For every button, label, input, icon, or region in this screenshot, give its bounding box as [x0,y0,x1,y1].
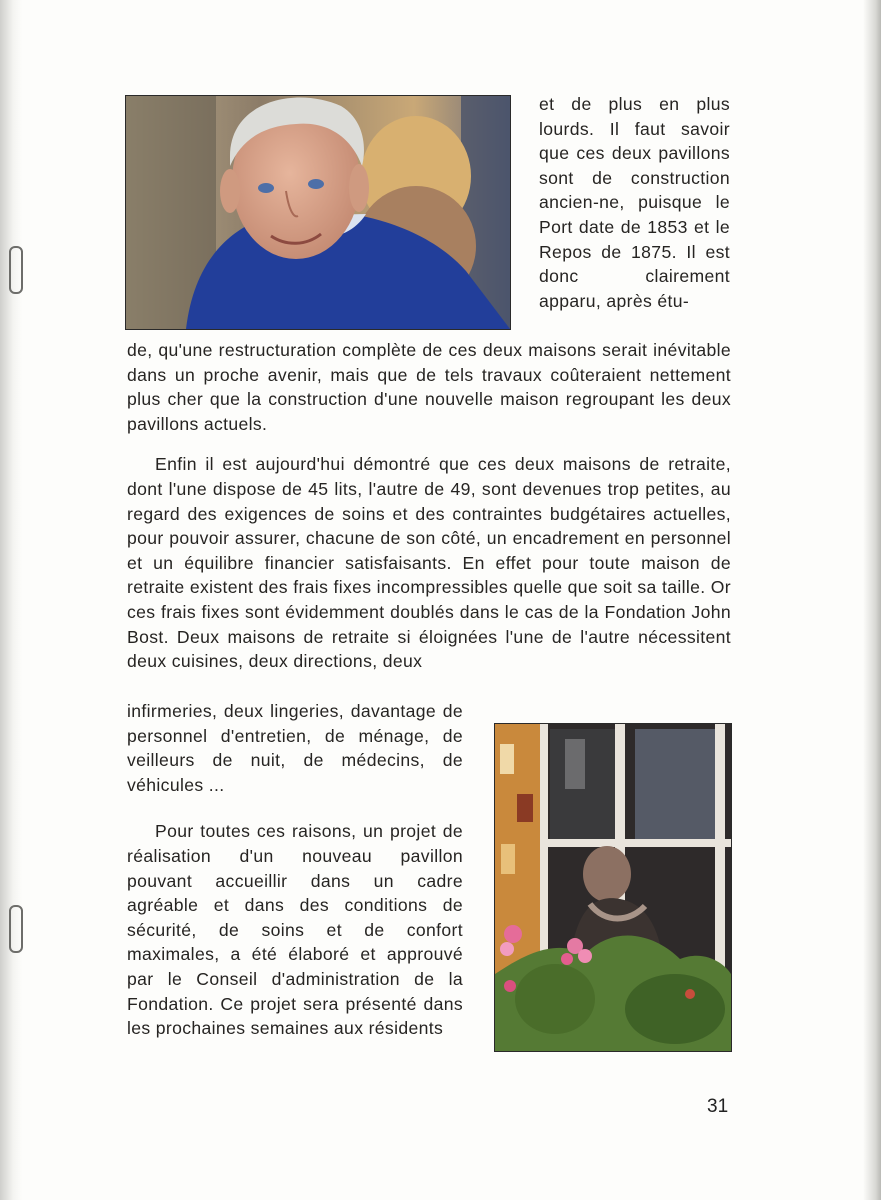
text-column-right-top [539,92,730,313]
paragraph-3: Pour toutes ces raisons, un projet de réalisation d'un nouveau pavillon pouvant accueillir dans un cadre agréable et dans des conditions de sécurité, de soins et de confort maximales, a été élaboré et approuvé par le Conseil d'administration de la Fondation. Ce projet sera présenté dans les prochaines semaines aux résidents [127,821,463,1039]
paragraph-1-start: et de plus en plus lourds. Il faut savoir que ces deux pavillons sont de construction ancien-ne, puisque le Port date de 1853 et le Repos de 1875. Il est donc clairement apparu, après étu- [539,94,730,311]
window-image [495,724,731,1051]
text-full-width [127,338,731,674]
paragraph-2: Enfin il est aujourd'hui démontré que ces deux maisons de retraite, dont l'une dispose de 45 lits, l'autre de 49, sont devenues trop petites, au regard des exigences de soins et des contraintes budgétaires actuelles, pour pouvoir assurer, chacune de son côté, un encadrement en personnel et un équilibre financier satisfaisants. En effet pour toute maison de retraite existent des frais fixes incompressibles quelle que soit sa taille. Or ces frais fixes sont évidemment doublés dans le cas de la Fondation John Bost. Deux maisons de retraite si éloignées l'une de l'autre nécessitent deux cuisines, deux directions, deux [127,454,731,672]
text-column-left-bottom [127,699,463,1041]
elderly-man-image [126,96,510,329]
photo-woman-window [494,723,732,1052]
staple-bottom [9,905,23,953]
paragraph-2-end: infirmeries, deux lingeries, davantage de personnel d'entretien, de ménage, de veilleurs de nuit, de médecins, de véhicules ... [127,701,463,795]
photo-elderly-man [125,95,511,330]
page-edge [863,0,881,1200]
page-number: 31 [707,1096,729,1117]
binding-shadow [0,0,22,1200]
staple-top [9,246,23,294]
paragraph-1-end: de, qu'une restructuration complète de ces deux maisons serait inévitable dans un proche avenir, mais que de tels travaux coûteraient nettement plus cher que la construction d'une nouvelle maison regroupant les deux pavillons actuels. [127,340,731,434]
